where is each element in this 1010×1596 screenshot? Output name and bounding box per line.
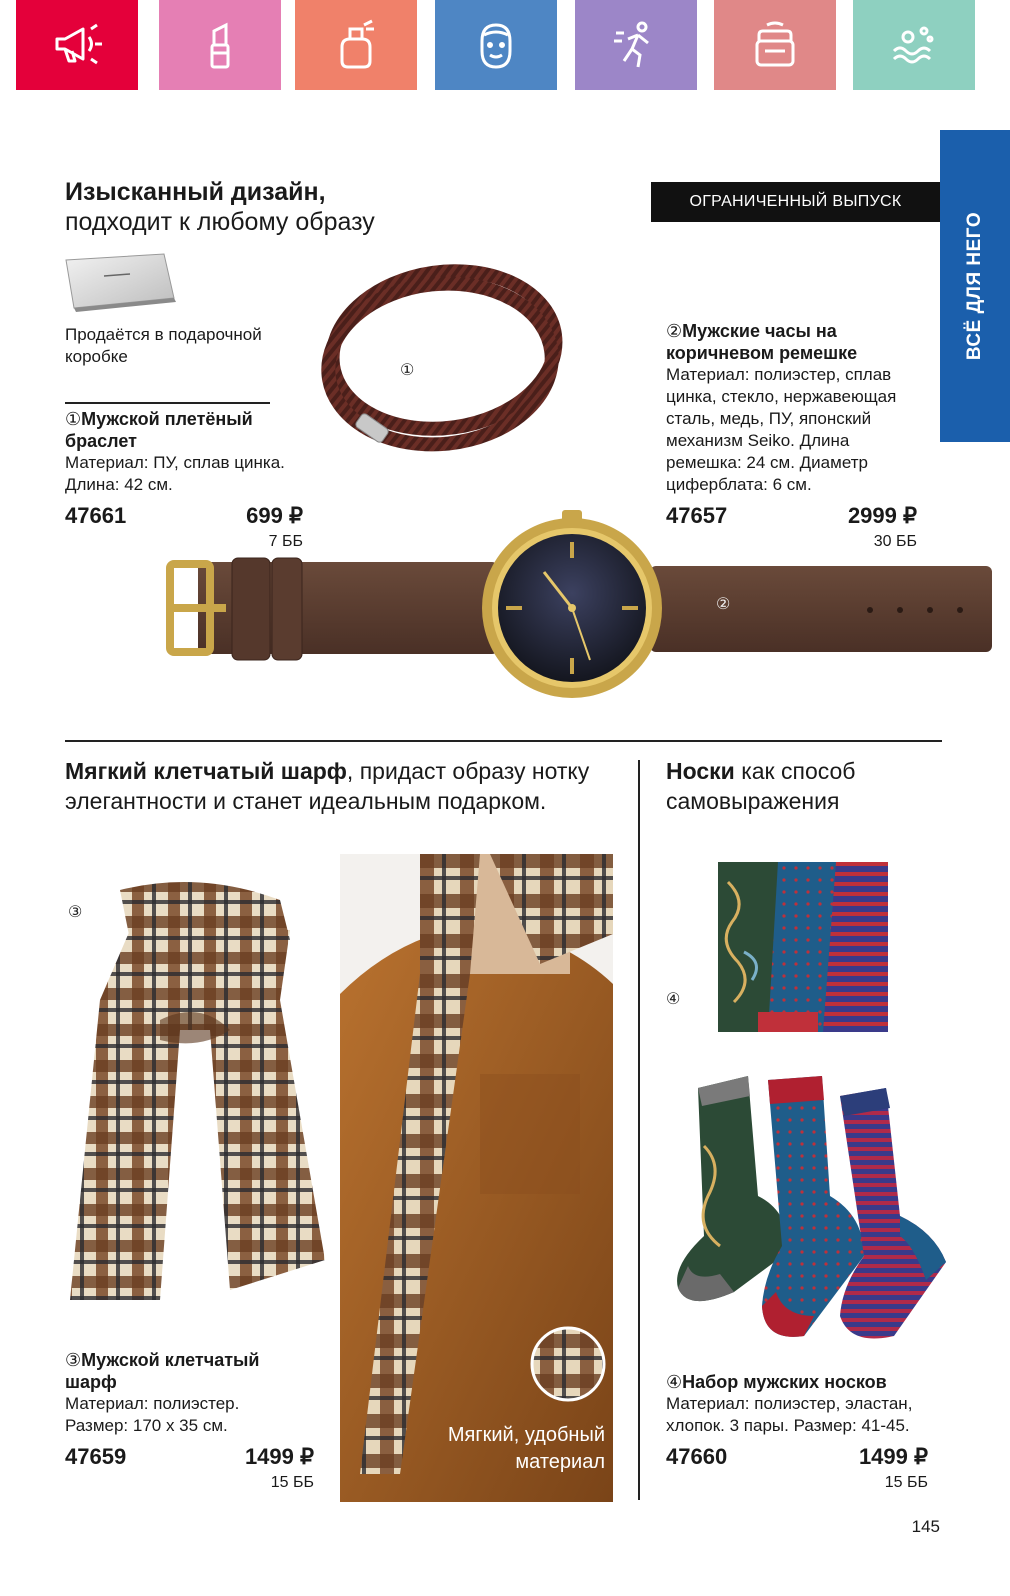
photo-caption-line2: материал: [515, 1451, 605, 1473]
watch-desc-line: сталь, медь, ПУ, японский: [666, 409, 872, 428]
watch-points: 30 ББ: [873, 533, 917, 550]
scarf-desc-line2: Размер: 170 х 35 см.: [65, 1416, 228, 1435]
watch-title-line2: коричневом ремешке: [666, 343, 858, 363]
socks-marker: ④: [666, 1372, 683, 1392]
bracelet-divider: [65, 402, 270, 404]
section1-headline: [65, 177, 485, 237]
photo-caption: [448, 1422, 605, 1476]
perfume-bottle-icon: [328, 17, 384, 73]
man-face-icon: [468, 17, 524, 73]
column-divider: [638, 760, 640, 1500]
watch-title-line1: Мужские часы на: [682, 321, 837, 341]
scarf-price: 1499 ₽: [244, 1444, 314, 1469]
watch-desc-line: Материал: полиэстер, сплав: [666, 365, 892, 384]
socks-headline-bold: Носки: [666, 758, 735, 784]
scarf-headline-rest1: , придаст образу нотку: [346, 758, 590, 784]
scarf-title-line1: Мужской клетчатый: [81, 1350, 260, 1370]
category-tab-men[interactable]: [435, 0, 557, 90]
section1-headline-rest: подходит к любому образу: [65, 208, 375, 236]
watch-title: [666, 320, 936, 496]
socks-headline-rest1: как способ: [734, 758, 856, 784]
bracelet-image-marker: ①: [400, 362, 415, 379]
socks-title-line1: Набор мужских носков: [682, 1372, 887, 1392]
bath-icon: [886, 17, 942, 73]
category-tab-fragrance[interactable]: [295, 0, 417, 90]
running-person-icon: [608, 17, 664, 73]
lipstick-icon: [192, 17, 248, 73]
side-section-tab[interactable]: [940, 130, 1010, 442]
scarf-code: 47659: [65, 1444, 127, 1469]
page-number: 145: [911, 1517, 940, 1536]
category-tab-makeup[interactable]: [159, 0, 281, 90]
category-tab-health[interactable]: [575, 0, 697, 90]
bracelet-image: [312, 240, 572, 500]
bracelet-points: 7 ББ: [268, 533, 303, 550]
watch-desc-line: механизм Seiko. Длина: [666, 431, 850, 450]
bracelet-desc-line2: Длина: 42 см.: [65, 475, 173, 494]
watch-marker: ②: [666, 321, 683, 341]
gift-box-note: [65, 324, 325, 368]
photo-caption-line1: Мягкий, удобный: [447, 1424, 605, 1446]
socks-closeup-image: [718, 862, 888, 1032]
socks-price: 1499 ₽: [858, 1444, 928, 1469]
watch-desc-line: ремешка: 24 см. Диаметр: [666, 453, 868, 472]
scarf-headline: [65, 756, 625, 816]
scarf-marker: ③: [65, 1350, 82, 1370]
socks-title: [666, 1371, 946, 1437]
socks-desc-line1: Материал: полиэстер, эластан,: [666, 1394, 913, 1413]
scarf-desc-line1: Материал: полиэстер.: [65, 1394, 240, 1413]
section1-headline-bold: Изысканный дизайн,: [65, 178, 326, 206]
socks-image: [664, 1066, 960, 1346]
category-tab-promo[interactable]: [16, 0, 138, 90]
scarf-points: 15 ББ: [270, 1474, 314, 1491]
socks-code: 47660: [666, 1444, 728, 1469]
bracelet-title-line1: Мужской плетёный: [81, 409, 253, 429]
watch-price: 2999 ₽: [847, 503, 917, 528]
socks-image-marker: ④: [666, 991, 681, 1008]
socks-headline-rest2: самовыражения: [666, 788, 840, 814]
scarf-headline-rest2: элегантности и станет идеальным подарком.: [65, 788, 547, 814]
gift-box-image: [60, 250, 178, 312]
megaphone-icon: [49, 17, 105, 73]
watch-desc-line: цинка, стекло, нержавеющая: [666, 387, 897, 406]
gift-box-note-line1: Продаётся в подарочной: [65, 325, 262, 344]
bracelet-title: [65, 408, 325, 496]
scarf-headline-bold: Мягкий клетчатый шарф: [65, 758, 347, 784]
gift-box-note-line2: коробке: [65, 347, 128, 366]
side-section-tab-label: ВСЁ ДЛЯ НЕГО: [964, 211, 985, 361]
scarf-image-marker: ③: [68, 904, 83, 921]
scarf-image: [60, 880, 340, 1320]
bracelet-code: 47661: [65, 503, 127, 528]
bracelet-price: 699 ₽: [246, 503, 303, 528]
socks-points: 15 ББ: [884, 1474, 928, 1491]
bracelet-desc-line1: Материал: ПУ, сплав цинка.: [65, 453, 285, 472]
category-tab-bath[interactable]: [853, 0, 975, 90]
scarf-title-line2: шарф: [65, 1372, 117, 1392]
watch-desc-line: циферблата: 6 см.: [666, 475, 812, 494]
category-tab-skincare[interactable]: [714, 0, 836, 90]
watch-code: 47657: [666, 503, 728, 528]
cream-jar-icon: [747, 17, 803, 73]
bracelet-title-line2: браслет: [65, 431, 137, 451]
bracelet-marker: ①: [65, 409, 82, 429]
socks-desc-line2: хлопок. 3 пары. Размер: 41-45.: [666, 1416, 910, 1435]
socks-headline: [666, 756, 946, 816]
limited-edition-badge: ОГРАНИЧЕННЫЙ ВЫПУСК: [651, 182, 940, 222]
scarf-model-photo: [340, 854, 613, 1502]
scarf-title: [65, 1349, 335, 1437]
watch-image: [160, 510, 992, 710]
section-divider: [65, 740, 942, 742]
watch-image-marker: ②: [716, 596, 731, 613]
